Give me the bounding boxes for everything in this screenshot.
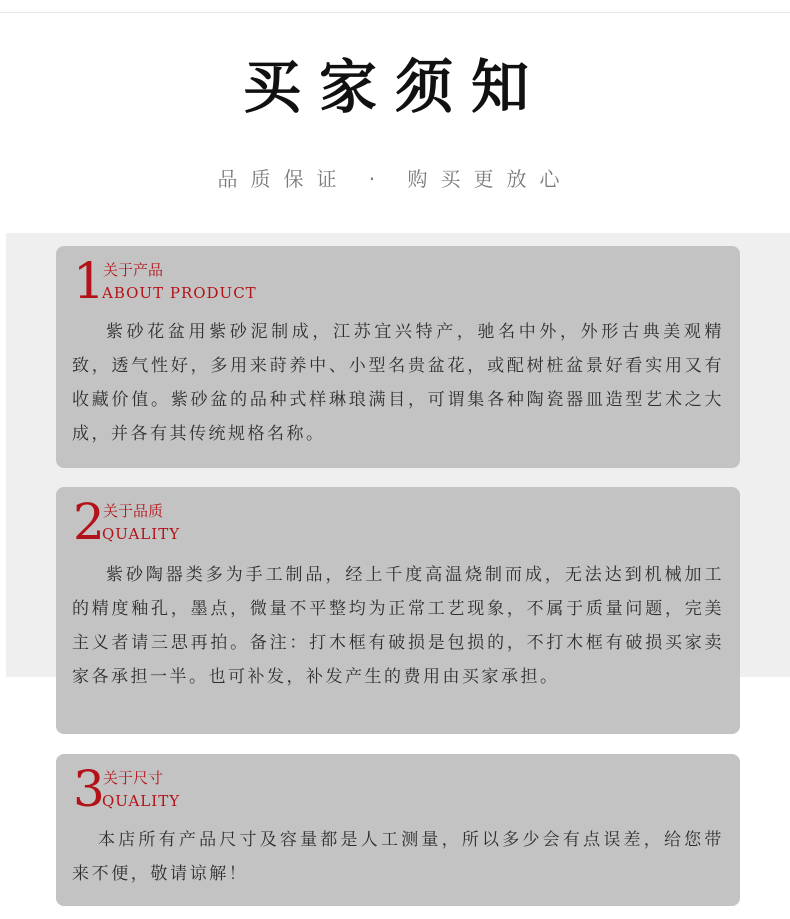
section-title-en: QUALITY [102, 525, 181, 543]
section-size [56, 754, 740, 906]
notice-header [0, 0, 790, 232]
section-number: 2 [73, 493, 105, 551]
section-about-product [56, 246, 740, 468]
page-title: 买家须知 [242, 53, 547, 121]
section-body: 本店所有产品尺寸及容量都是人工测量，所以多少会有点误差，给您带来不便，敬请谅解！ [72, 830, 724, 884]
section-number: 1 [73, 252, 105, 310]
section-number: 3 [73, 760, 105, 818]
section-quality [56, 487, 740, 734]
section-title-cn: 关于产品 [103, 261, 164, 279]
section-title-cn: 关于尺寸 [103, 769, 164, 787]
section-title-en: ABOUT PRODUCT [102, 284, 257, 302]
page-subtitle: 品质保证 · 购买更放心 [217, 167, 573, 191]
section-body: 紫砂陶器类多为手工制品，经上千度高温烧制而成，无法达到机械加工的精度釉孔，墨点，微量不平整均为正常工艺现象，不属于质量问题，完美主义者请三思再拍。备注：打木框有破损是包损的，不打木框有破损买家卖家各承担一半。也可补发，补发产生的费用由买家承担。 [72, 565, 724, 687]
section-title-cn: 关于品质 [103, 502, 164, 520]
section-body: 紫砂花盆用紫砂泥制成，江苏宜兴特产，驰名中外，外形古典美观精致，透气性好，多用来莳养中、小型名贵盆花，或配树桩盆景好看实用又有收藏价值。紫砂盆的品种式样琳琅满目，可谓集各种陶瓷器皿造型艺术之大成，并各有其传统规格名称。 [72, 322, 724, 444]
section-title-en: QUALITY [102, 792, 181, 810]
